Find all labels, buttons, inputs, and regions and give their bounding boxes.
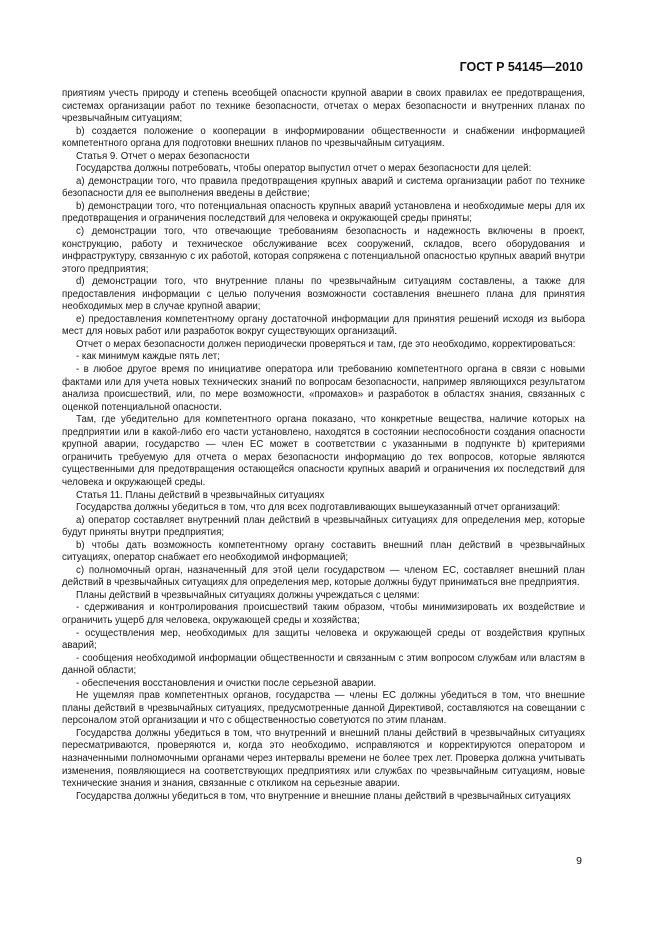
paragraph: Государства должны убедиться в том, что внутренний и внешний планы действий в чрезвычайных ситуациях пересматриваются, проверяются и, когда это необходимо, исправляются и корректируются оператором и назначенными полномочными органами через интервалы времени не более трех лет. Проверка должна учитывать изменения, появляющиеся на соответствующих предприятиях или службах по чрезвычайным ситуациям, новые технические знания и знания, связанные с откликом на серьезные аварии. (62, 727, 585, 790)
list-item-c: c) полномочный орган, назначенный для этой цели государством — членом ЕС, составляет внешний план действий в чрезвычайных ситуациях для определения мер, которые должны будут приниматься вне предприятия. (62, 564, 585, 589)
standard-header: ГОСТ Р 54145—2010 (459, 60, 583, 74)
list-item-b: b) чтобы дать возможность компетентному органу составить внешний план действий в чрезвычайных ситуациях, оператор снабжает его необходимой информацией; (62, 539, 585, 564)
paragraph-continuation: приятиям учесть природу и степень всеобщей опасности крупной аварии в своих правилах ее предотвращения, системах организации работ по технике безопасности, отчетах о мерах безопасности и внутренних планах по чрезвычайным ситуациям; (62, 88, 585, 125)
paragraph: Отчет о мерах безопасности должен периодически проверяться и там, где это необходимо, корректироваться: (76, 338, 576, 350)
dash-item: - в любое другое время по инициативе оператора или требованию компетентного органа в связи с новыми фактами или для учета новых технических знаний по вопросам безопасности, например являющихся результатом анализа происшествий, или, по мере возможности, «промахов» и разработок в областях знания, связанных с оценкой потенциальной опасности. (62, 364, 585, 413)
dash-item: - сдерживания и контролирования происшествий таким образом, чтобы минимизировать их воздействие и ограничить ущерб для человека, окружающей среды и хозяйства; (62, 602, 585, 626)
list-item-a: a) оператор составляет внутренний план действий в чрезвычайных ситуациях для определения мер, которые будут приняты внутри предприятия; (62, 514, 585, 539)
list-item-a: a) демонстрации того, что правила предотвращения крупных аварий и система организации работ по технике безопасности для ее выполнения введены в действие; (62, 175, 585, 200)
paragraph: Государства должны убедиться в том, что внутренние и внешние планы действий в чрезвычайных ситуациях (76, 790, 571, 802)
dash-item: - сообщения необходимой информации общественности и связанным с этим вопросом службам или властям в данной области; (62, 652, 585, 677)
list-item-d: d) демонстрации того, что внутренние планы по чрезвычайным ситуациям составлены, а также для предоставления информации с целью получения возможности составления внешнего плана для принятия необходимых мер в случае крупной аварии; (62, 276, 585, 313)
paragraph: Государства должны потребовать, чтобы оператор выпустил отчет о мерах безопасности для целей: (76, 163, 532, 175)
list-item-b: b) создается положение о кооперации в информировании общественности и снабжении информацией компетентного органа для подготовки внешних планов по чрезвычайным ситуациям. (62, 125, 585, 150)
paragraph: Там, где убедительно для компетентного органа показано, что конкретные вещества, наличие которых на предприятии или в какой-либо его части установлено, находятся в состоянии неспособности создания опасности крупной аварии, государство — член ЕС может в соответствии с указанными в подпункте b) критериями ограничить требуемую для отчета о мерах безопасности информацию до тех вопросов, которые являются существенными для предотвращения остающейся опасности крупных аварий и ограничения их последствий для человека и окружающей среды. (62, 414, 585, 488)
dash-item: - обеспечения восстановления и очистки после серьезной аварии. (76, 677, 377, 689)
list-item-c: c) демонстрации того, что отвечающие требованиям безопасность и надежность включены в проект, конструкцию, работу и техническое обслуживание всех сооружений, складов, всего оборудования и инфраструктуру, связанную с их работой, которая сопряжена с потенциальной опасностью крупных аварий внутри этого предприятия; (62, 226, 585, 275)
dash-item: - осуществления мер, необходимых для защиты человека и окружающей среды от воздействия крупных аварий; (62, 627, 585, 652)
article-9-heading: Статья 9. Отчет о мерах безопасности (76, 150, 250, 162)
dash-item: - как минимум каждые пять лет; (76, 351, 220, 363)
article-11-heading: Статья 11. Планы действий в чрезвычайных ситуациях (76, 489, 325, 501)
paragraph: Государства должны убедиться в том, что для всех подготавливающих вышеуказанный отчет организаций: (76, 502, 561, 514)
paragraph: Не ущемляя прав компетентных органов, государства — члены ЕС должны убедиться в том, что внешние планы действий в чрезвычайных ситуациях, предусмотренные данной Директивой, составляются на совещании с персоналом этой организации и что с общественностью советуются по этим планам. (62, 690, 585, 727)
list-item-e: e) предоставления компетентному органу достаточной информации для принятия решений исходя из выбора мест для новых работ или разработок вокруг существующих организаций. (62, 313, 585, 338)
page-number: 9 (576, 855, 582, 867)
document-body (62, 88, 585, 803)
paragraph: Планы действий в чрезвычайных ситуациях должны учреждаться с целями: (76, 589, 420, 601)
list-item-b: b) демонстрации того, что потенциальная опасность крупных аварий установлена и необходимые меры для их предотвращения и ограничения последствий для человека и окружающей среды приняты; (62, 200, 585, 225)
